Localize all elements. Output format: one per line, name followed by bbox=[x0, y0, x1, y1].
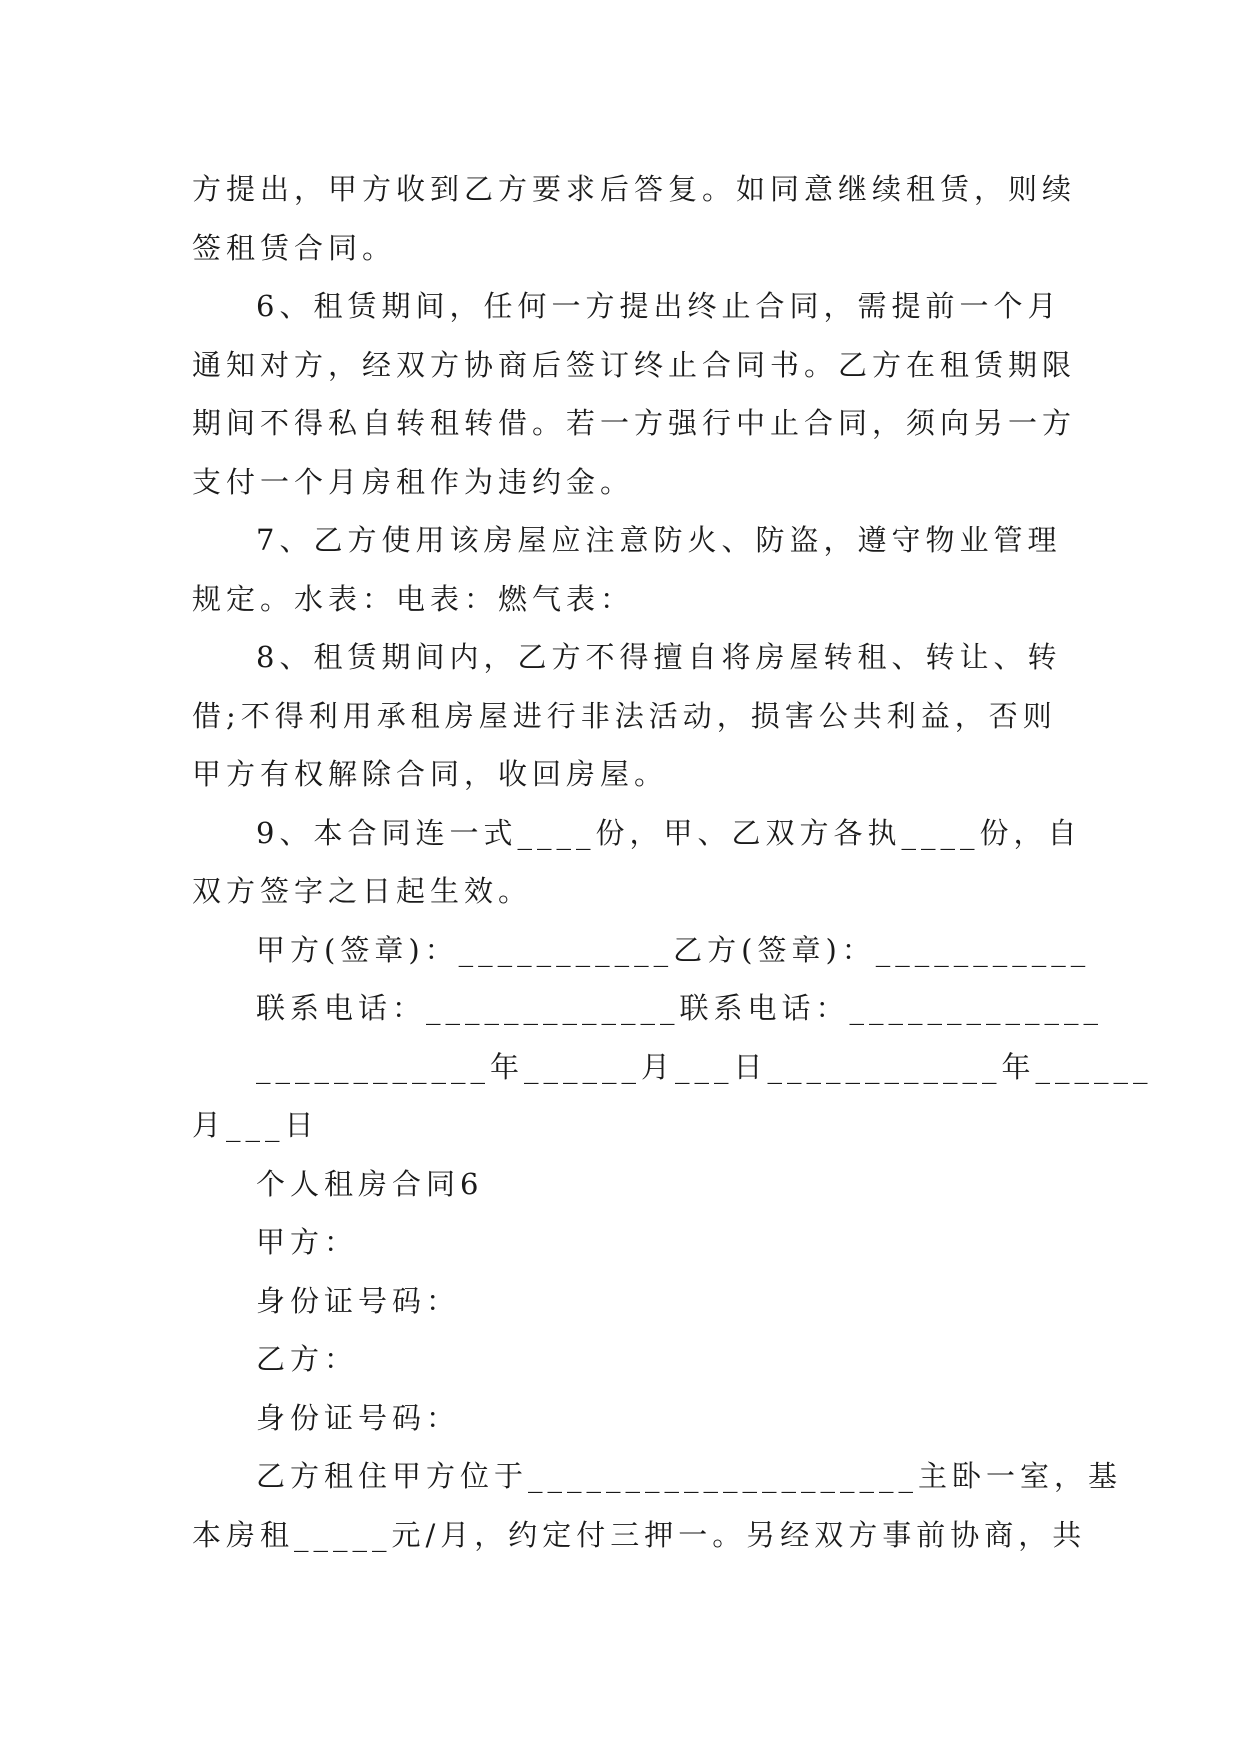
paragraph-line: 借;不得利用承租房屋进行非法活动，损害公共利益，否则 bbox=[192, 698, 1057, 733]
clause-6-line: 6、租赁期间，任何一方提出终止合同，需提前一个月 bbox=[256, 289, 1062, 323]
phone-line: 联系电话：_____________联系电话：_____________ bbox=[256, 991, 1104, 1025]
paragraph-line: 规定。水表：电表：燃气表： bbox=[192, 581, 635, 616]
signature-line: 甲方(签章)：___________乙方(签章)：___________ bbox=[256, 932, 1091, 967]
paragraph-line: 通知对方，经双方协商后签订终止合同书。乙方在租赁期限 bbox=[192, 347, 1077, 382]
party-a-label: 甲方： bbox=[256, 1225, 359, 1259]
section-title: 个人租房合同6 bbox=[256, 1166, 484, 1201]
clause-8-line: 8、租赁期间内，乙方不得擅自将房屋转租、转让、转 bbox=[256, 640, 1062, 674]
paragraph-line: 甲方有权解除合同，收回房屋。 bbox=[192, 757, 669, 791]
date-line: 月___日 bbox=[192, 1108, 319, 1142]
paragraph-line: 本房租_____元/月，约定付三押一。另经双方事前协商，共 bbox=[192, 1517, 1087, 1552]
id-number-label: 身份证号码： bbox=[256, 1283, 461, 1318]
paragraph-line: 方提出，甲方收到乙方要求后答复。如同意继续租赁，则续 bbox=[192, 172, 1077, 206]
paragraph-line: 双方签字之日起生效。 bbox=[192, 874, 533, 908]
date-line: ____________年______月___日____________年______ bbox=[256, 1049, 1153, 1084]
paragraph-line: 签租赁合同。 bbox=[192, 230, 397, 265]
document-page bbox=[192, 160, 1153, 1564]
paragraph-line: 期间不得私自转租转借。若一方强行中止合同，须向另一方 bbox=[192, 406, 1077, 440]
clause-9-line: 9、本合同连一式____份，甲、乙双方各执____份，自 bbox=[256, 815, 1082, 850]
party-b-label: 乙方： bbox=[256, 1342, 359, 1376]
id-number-label: 身份证号码： bbox=[256, 1400, 461, 1435]
paragraph-line: 乙方租住甲方位于____________________主卧一室，基 bbox=[256, 1459, 1123, 1493]
clause-7-line: 7、乙方使用该房屋应注意防火、防盗，遵守物业管理 bbox=[256, 523, 1062, 557]
paragraph-line: 支付一个月房租作为违约金。 bbox=[192, 464, 635, 499]
